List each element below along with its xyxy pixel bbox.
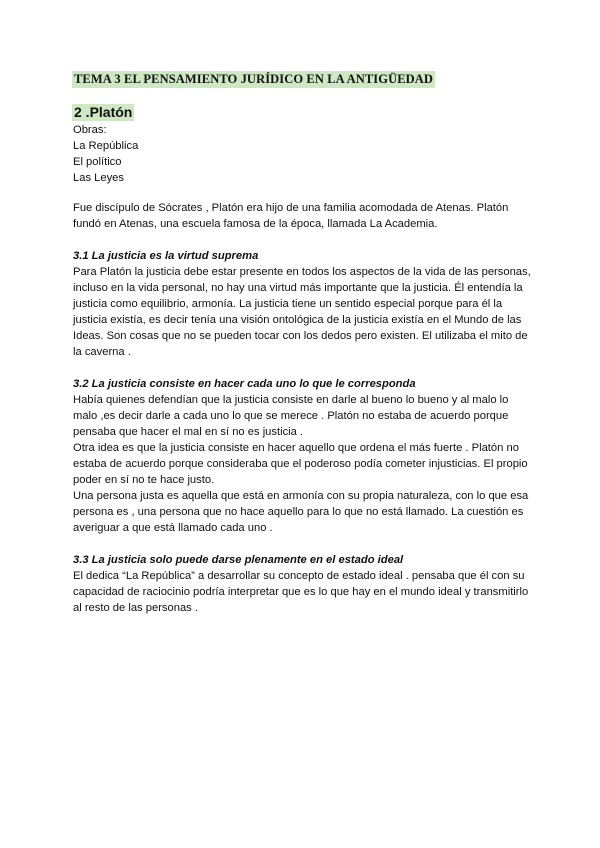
subsection-heading: 3.1 La justicia es la virtud suprema bbox=[73, 250, 259, 262]
paragraph-line: malo ,es decir darle a cada uno lo que se merece . Platón no estaba de acuerdo porque bbox=[73, 410, 509, 422]
paragraph-line: El dedica “La República” a desarrollar su concepto de estado ideal . pensaba que él con su bbox=[73, 570, 525, 582]
intro-line: Fue discípulo de Sócrates , Platón era hijo de una familia acomodada de Atenas. Platón bbox=[73, 202, 509, 214]
paragraph-line: persona es , una persona que no hace aquello para lo que no está llamado. La cuestión es bbox=[73, 506, 524, 518]
paragraph-line: al resto de las personas . bbox=[73, 602, 198, 614]
subsection-heading: 3.3 La justicia solo puede darse plenamente en el estado ideal bbox=[73, 554, 404, 566]
paragraph-line: Otra idea es que la justicia consiste en hacer aquello que ordena el más fuerte . Platón no bbox=[73, 442, 519, 454]
intro-line: fundó en Atenas, una escuela famosa de la época, llamada La Academia. bbox=[73, 218, 438, 230]
paragraph-line: incluso en la vida personal, no hay una virtud más importante que la justicia. Él entendía la bbox=[73, 282, 523, 294]
paragraph-line: averiguar a que está llamado cada uno . bbox=[73, 522, 273, 534]
paragraph-line: estaba de acuerdo porque consideraba que el poderoso podía cometer injusticias. El propio bbox=[73, 458, 528, 470]
paragraph-line: Ideas. Son cosas que no se pueden tocar con los dedos pero existen. El utilizaba el mito de bbox=[73, 330, 528, 342]
paragraph-line: poder en sí no te hace justo. bbox=[73, 474, 215, 486]
paragraph-line: justicia existía, es decir tenía una visión ontológica de la justicia existía en el Mundo de las bbox=[73, 314, 522, 326]
subsection-heading: 3.2 La justicia consiste en hacer cada uno lo que le corresponda bbox=[73, 378, 416, 390]
document-title: TEMA 3 EL PENSAMIENTO JURÍDICO EN LA ANTIGÜEDAD bbox=[74, 72, 434, 86]
paragraph-line: justicia como equilibrio, armonía. La justicia tiene un sentido especial porque para él la bbox=[73, 298, 503, 310]
paragraph-line: capacidad de raciocinio podría interpretar que es lo que hay en el mundo ideal y transmitirlo bbox=[73, 586, 529, 598]
works-item: La República bbox=[73, 140, 139, 152]
paragraph-line: Había quienes defendían que la justicia consiste en darle al bueno lo bueno y al malo lo bbox=[73, 394, 509, 406]
section-heading: 2 .Platón bbox=[74, 104, 133, 120]
works-label: Obras: bbox=[73, 124, 107, 136]
paragraph-line: la caverna . bbox=[73, 346, 131, 358]
paragraph-line: Para Platón la justicia debe estar presente en todos los aspectos de la vida de las personas, bbox=[73, 266, 531, 278]
paragraph-line: Una persona justa es aquella que está en armonía con su propia naturaleza, con lo que esa bbox=[73, 490, 529, 502]
document-page bbox=[73, 70, 533, 616]
works-item: El político bbox=[73, 156, 122, 168]
works-item: Las Leyes bbox=[73, 172, 124, 184]
paragraph-line: pensaba que hacer el mal en sí no es justicia . bbox=[73, 426, 304, 438]
